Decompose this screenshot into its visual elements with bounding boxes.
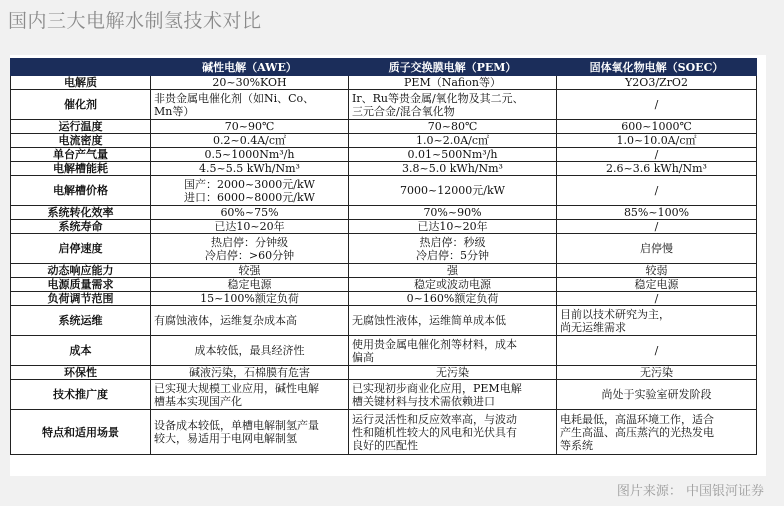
table-row: [11, 278, 757, 292]
cell-soec: 启停慢: [557, 234, 757, 264]
cell-awe: 成本较低，最具经济性: [151, 336, 349, 366]
cell-pem: Ir、Ru等贵金属/氧化物及其二元、 三元合金/混合氧化物: [349, 90, 557, 120]
row-label: 催化剂: [11, 90, 151, 120]
table-row: [11, 206, 757, 220]
row-label: 负荷调节范围: [11, 292, 151, 306]
cell-soec: 目前以技术研究为主， 尚无运维需求: [557, 306, 757, 336]
cell-pem: 强: [349, 264, 557, 278]
cell-soec: /: [557, 176, 757, 206]
cell-soec: /: [557, 220, 757, 234]
cell-awe: 0.5~1000Nm³/h: [151, 148, 349, 162]
cell-pem: 无腐蚀性液体，运维简单成本低: [349, 306, 557, 336]
table-row: [11, 120, 757, 134]
cell-soec: Y2O3/ZrO2: [557, 76, 757, 90]
table-row: [11, 176, 757, 206]
cell-pem: 无污染: [349, 366, 557, 380]
cell-soec: 稳定电源: [557, 278, 757, 292]
cell-awe: 60%~75%: [151, 206, 349, 220]
cell-pem: 已实现初步商业化应用，PEM电解 槽关键材料与技术需依赖进口: [349, 380, 557, 410]
table-row: [11, 76, 757, 90]
cell-pem: 0.01~500Nm³/h: [349, 148, 557, 162]
cell-awe: 碱液污染，石棉膜有危害: [151, 366, 349, 380]
row-label: 电流密度: [11, 134, 151, 148]
cell-pem: 使用贵金属电催化剂等材料，成本 偏高: [349, 336, 557, 366]
cell-soec: 600~1000℃: [557, 120, 757, 134]
row-label: 成本: [11, 336, 151, 366]
page-title: 国内三大电解水制氢技术对比: [8, 10, 262, 32]
table-row: [11, 264, 757, 278]
cell-soec: 电耗最低，高温环境工作，适合 产生高温、高压蒸汽的光热发电 等系统: [557, 410, 757, 455]
table-row: [11, 234, 757, 264]
header-row: [11, 59, 757, 76]
table-row: [11, 306, 757, 336]
cell-soec: 无污染: [557, 366, 757, 380]
table-row: [11, 336, 757, 366]
row-label: 特点和适用场景: [11, 410, 151, 455]
row-label: 动态响应能力: [11, 264, 151, 278]
source-note: 图片来源： 中国银河证券: [616, 484, 764, 499]
row-label: 启停速度: [11, 234, 151, 264]
cell-pem: 稳定或波动电源: [349, 278, 557, 292]
row-label: 电解质: [11, 76, 151, 90]
cell-pem: PEM（Nafion等）: [349, 76, 557, 90]
row-label: 系统寿命: [11, 220, 151, 234]
header-pem: 质子交换膜电解（PEM）: [349, 59, 557, 76]
cell-awe: 已达10~20年: [151, 220, 349, 234]
row-label: 系统转化效率: [11, 206, 151, 220]
comparison-table: [10, 58, 757, 455]
cell-soec: 1.0~10.0A/c㎡: [557, 134, 757, 148]
header-corner: [11, 59, 151, 76]
table-row: [11, 220, 757, 234]
row-label: 技术推广度: [11, 380, 151, 410]
table-row: [11, 162, 757, 176]
header-soec: 固体氧化物电解（SOEC）: [557, 59, 757, 76]
cell-awe: 设备成本较低，单槽电解制氢产量 较大，易适用于电网电解制氢: [151, 410, 349, 455]
row-label: 环保性: [11, 366, 151, 380]
cell-soec: 2.6~3.6 kWh/Nm³: [557, 162, 757, 176]
cell-awe: 国产：2000~3000元/kW 进口：6000~8000元/kW: [151, 176, 349, 206]
cell-soec: /: [557, 336, 757, 366]
cell-pem: 70%~90%: [349, 206, 557, 220]
cell-pem: 0~160%额定负荷: [349, 292, 557, 306]
cell-awe: 70~90℃: [151, 120, 349, 134]
row-label: 单台产气量: [11, 148, 151, 162]
cell-soec: /: [557, 148, 757, 162]
cell-awe: 较强: [151, 264, 349, 278]
cell-awe: 15~100%额定负荷: [151, 292, 349, 306]
cell-awe: 20~30%KOH: [151, 76, 349, 90]
cell-awe: 0.2~0.4A/c㎡: [151, 134, 349, 148]
table-row: [11, 292, 757, 306]
row-label: 系统运维: [11, 306, 151, 336]
cell-awe: 已实现大规模工业应用，碱性电解 槽基本实现国产化: [151, 380, 349, 410]
row-label: 电解槽能耗: [11, 162, 151, 176]
cell-soec: 85%~100%: [557, 206, 757, 220]
cell-pem: 7000~12000元/kW: [349, 176, 557, 206]
cell-soec: /: [557, 292, 757, 306]
cell-pem: 70~80℃: [349, 120, 557, 134]
cell-pem: 1.0~2.0A/c㎡: [349, 134, 557, 148]
table-row: [11, 366, 757, 380]
row-label: 电源质量需求: [11, 278, 151, 292]
table-row: [11, 380, 757, 410]
table-row: [11, 90, 757, 120]
cell-awe: 非贵金属电催化剂（如Ni、Co、 Mn等）: [151, 90, 349, 120]
table-row: [11, 148, 757, 162]
header-awe: 碱性电解（AWE）: [151, 59, 349, 76]
table-row: [11, 134, 757, 148]
cell-awe: 4.5~5.5 kWh/Nm³: [151, 162, 349, 176]
cell-soec: /: [557, 90, 757, 120]
table-sheet: [10, 55, 766, 476]
cell-pem: 运行灵活性和反应效率高，与波动 性和随机性较大的风电和光伏具有 良好的匹配性: [349, 410, 557, 455]
cell-awe: 稳定电源: [151, 278, 349, 292]
cell-awe: 热启停：分钟级 冷启停：>60分钟: [151, 234, 349, 264]
cell-pem: 热启停：秒级 冷启停：5分钟: [349, 234, 557, 264]
row-label: 运行温度: [11, 120, 151, 134]
cell-pem: 3.8~5.0 kWh/Nm³: [349, 162, 557, 176]
cell-pem: 已达10~20年: [349, 220, 557, 234]
table-row: [11, 410, 757, 455]
cell-soec: 较弱: [557, 264, 757, 278]
cell-soec: 尚处于实验室研发阶段: [557, 380, 757, 410]
row-label: 电解槽价格: [11, 176, 151, 206]
cell-awe: 有腐蚀液体，运维复杂成本高: [151, 306, 349, 336]
